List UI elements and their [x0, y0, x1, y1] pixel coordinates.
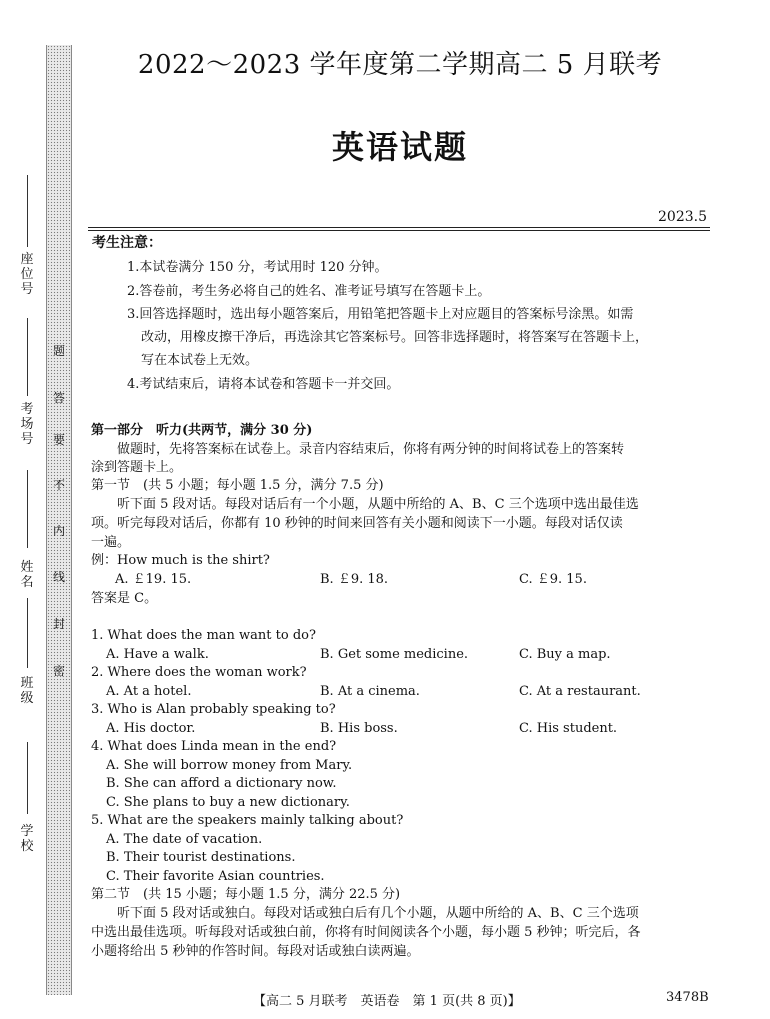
page-footer: 【高二 5 月联考 英语卷 第 1 页(共 8 页)】	[253, 994, 521, 1009]
class-blank-line[interactable]	[27, 598, 28, 668]
part1-intro: 做题时，先将答案标在试卷上。录音内容结束后，你将有两分钟的时间将试卷上的答案转	[117, 442, 625, 457]
q1-option-a: A. Have a walk.	[106, 647, 209, 662]
school-blank-line[interactable]	[27, 742, 28, 814]
section1-intro: 听下面 5 段对话。每段对话后有一个小题，从题中所给的 A、B、C 三个选项中选出最佳选	[117, 497, 639, 512]
section2-intro: 中选出最佳选项。听每段对话或独白前，你将有时间阅读各个小题，每小题 5 秒钟；听完后，各	[91, 925, 641, 940]
seal-char: 线	[52, 570, 65, 584]
section1-intro: 项。听完每段对话后，你都有 10 秒钟的时间来回答有关小题和阅读下一小题。每段对话仅读	[91, 516, 623, 531]
seat-label: 座位号	[20, 252, 34, 297]
notice-item: 写在本试卷上无效。	[141, 353, 259, 368]
example-option-c: C. ￡9. 15.	[519, 572, 587, 587]
subject-title: 英语试题	[331, 128, 468, 166]
notice-item: 1.本试卷满分 150 分，考试用时 120 分钟。	[127, 260, 388, 275]
seal-char: 封	[52, 617, 65, 631]
q4-option-b: B. She can afford a dictionary now.	[106, 776, 337, 791]
q4-option-a: A. She will borrow money from Mary.	[106, 758, 353, 773]
seal-char: 密	[52, 664, 65, 678]
question-1: 1. What does the man want to do?	[91, 628, 316, 643]
paper-code: 3478B	[666, 990, 709, 1005]
room-blank-line[interactable]	[27, 318, 28, 396]
room-label: 考场号	[20, 402, 34, 447]
notice-item: 改动，用橡皮擦干净后，再选涂其它答案标号。回答非选择题时，将答案写在答题卡上，	[141, 330, 649, 345]
header-rule-2	[88, 230, 710, 231]
school-label: 学校	[20, 824, 34, 854]
seal-char: 不	[52, 478, 65, 492]
question-2: 2. Where does the woman work?	[91, 665, 307, 680]
notice-item: 2.答卷前，考生务必将自己的姓名、准考证号填写在答题卡上。	[127, 284, 491, 299]
q5-option-b: B. Their tourist destinations.	[106, 850, 296, 865]
q3-option-a: A. His doctor.	[106, 721, 196, 736]
example-option-b: B. ￡9. 18.	[320, 572, 389, 587]
question-5: 5. What are the speakers mainly talking about?	[91, 813, 404, 828]
part1-heading: 第一部分 听力(共两节，满分 30 分)	[91, 423, 313, 438]
q2-option-b: B. At a cinema.	[320, 684, 420, 699]
q1-option-c: C. Buy a map.	[519, 647, 611, 662]
seal-char: 内	[52, 524, 65, 538]
q2-option-c: C. At a restaurant.	[519, 684, 641, 699]
exam-title: 2022～2023 学年度第二学期高二 5 月联考	[137, 50, 663, 80]
seal-char: 答	[52, 391, 65, 405]
section1-intro: 一遍。	[91, 535, 131, 550]
notice-item: 3.回答选择题时，选出每小题答案后，用铅笔把答题卡上对应题目的答案标号涂黑。如需	[127, 307, 634, 322]
class-label: 班级	[20, 676, 34, 706]
part1-intro: 涂到答题卡上。	[91, 460, 183, 475]
seal-char: 要	[52, 433, 65, 447]
seat-blank-line[interactable]	[27, 175, 28, 247]
seal-char: 题	[52, 344, 65, 358]
header-rule	[88, 227, 710, 228]
section1-heading: 第一节 (共 5 小题；每小题 1.5 分，满分 7.5 分)	[91, 478, 384, 493]
q5-option-c: C. Their favorite Asian countries.	[106, 869, 325, 884]
section2-heading: 第二节 (共 15 小题；每小题 1.5 分，满分 22.5 分)	[91, 887, 401, 902]
exam-date: 2023.5	[658, 209, 707, 225]
seal-margin-stripe	[46, 45, 72, 995]
name-blank-line[interactable]	[27, 470, 28, 548]
q3-option-b: B. His boss.	[320, 721, 398, 736]
name-label: 姓名	[20, 560, 34, 590]
section2-intro: 小题将给出 5 秒钟的作答时间。每段对话或独白读两遍。	[91, 944, 420, 959]
example-answer: 答案是 C。	[91, 591, 158, 606]
section2-intro: 听下面 5 段对话或独白。每段对话或独白后有几个小题，从题中所给的 A、B、C 三个选项	[117, 906, 639, 921]
q3-option-c: C. His student.	[519, 721, 618, 736]
q1-option-b: B. Get some medicine.	[320, 647, 469, 662]
example-option-a: A. ￡19. 15.	[115, 572, 192, 587]
q2-option-a: A. At a hotel.	[106, 684, 192, 699]
q4-option-c: C. She plans to buy a new dictionary.	[106, 795, 350, 810]
question-3: 3. Who is Alan probably speaking to?	[91, 702, 336, 717]
example-question: 例：How much is the shirt?	[91, 553, 270, 568]
notice-heading: 考生注意：	[92, 235, 162, 251]
question-4: 4. What does Linda mean in the end?	[91, 739, 337, 754]
notice-item: 4.考试结束后，请将本试卷和答题卡一并交回。	[127, 377, 400, 392]
q5-option-a: A. The date of vacation.	[106, 832, 263, 847]
